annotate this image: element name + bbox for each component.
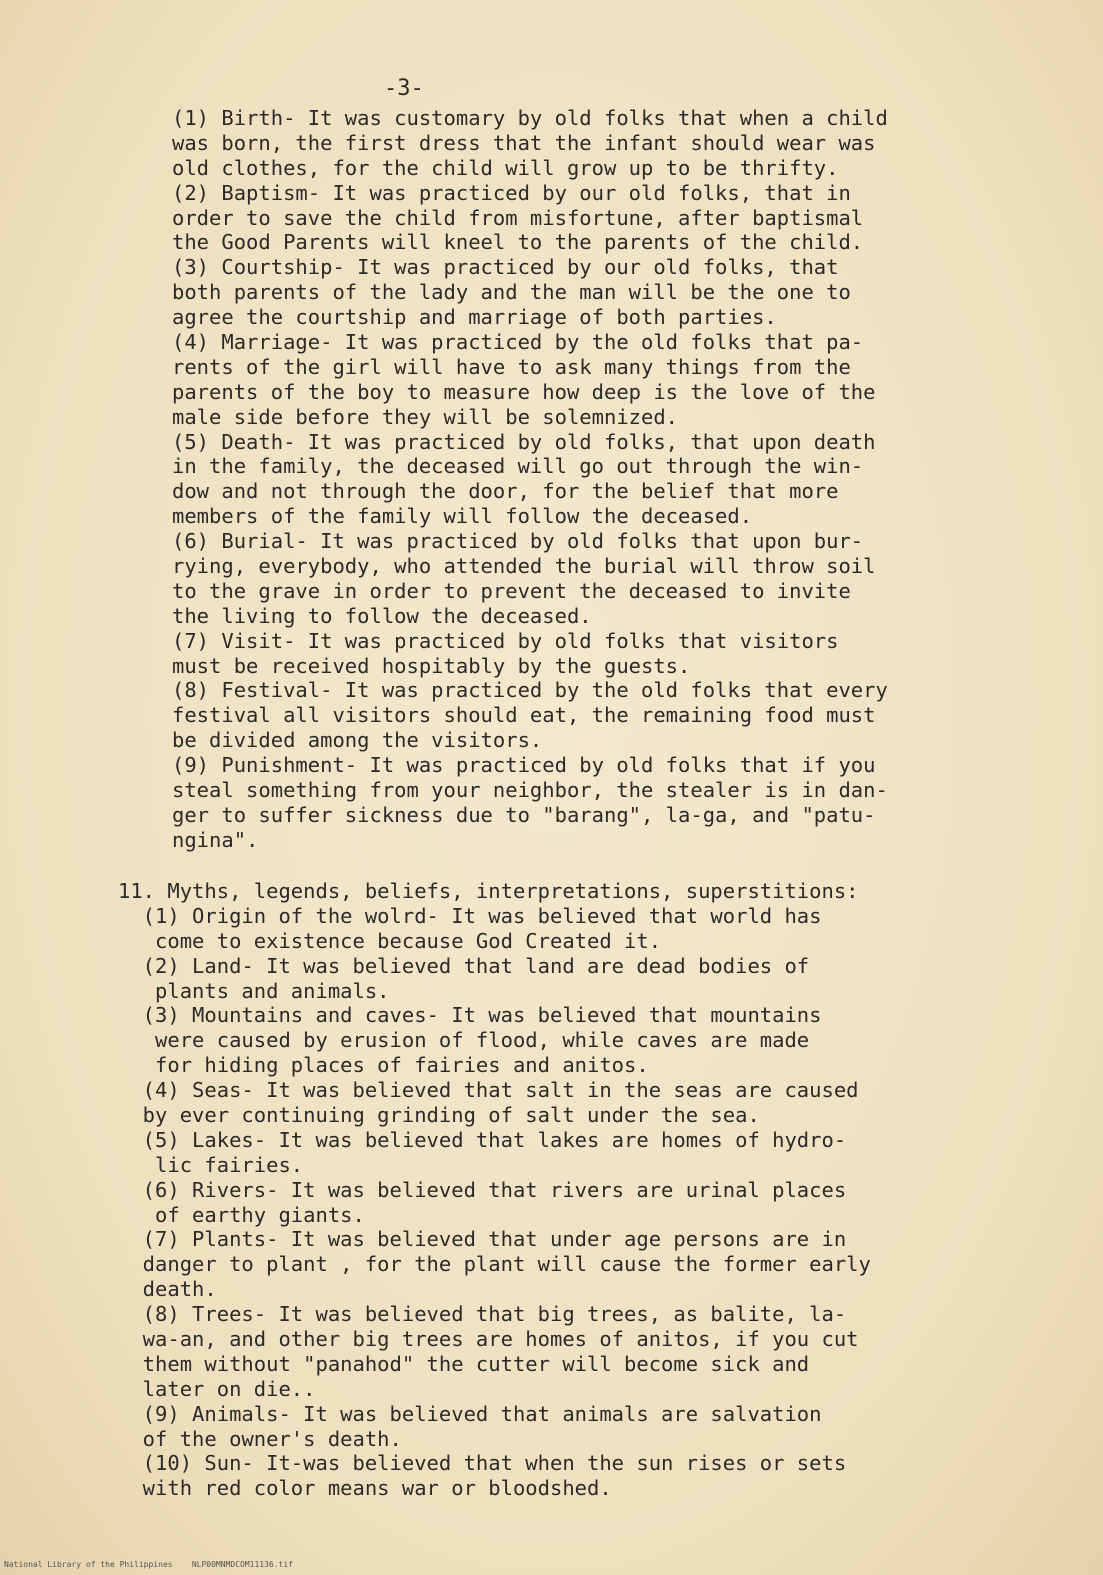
text-line: (3) Courtship- It was practiced by our old folks, that [172,255,839,280]
text-line: lic fairies. [118,1152,304,1177]
text-line: of the owner's death. [118,1426,402,1451]
text-line: rents of the girl will have to ask many things from the [172,354,851,379]
text-line: (5) Death- It was practiced by old folks, that upon death [172,429,876,454]
text-line: agree the courtship and marriage of both parties. [172,305,777,330]
text-line: members of the family will follow the deceased. [172,504,753,529]
text-line: with red color means war or bloodshed. [118,1476,612,1501]
archive-footer: National Library of the Philippines NLP00MNMDCOM11136.tif [4,1560,293,1569]
text-line: them without "panahod" the cutter will become sick and [118,1351,810,1376]
text-line: (8) Festival- It was practiced by the old folks that every [172,678,888,703]
text-line: festival all visitors should eat, the remaining food must [172,703,876,728]
text-line: of earthy giants. [118,1202,365,1227]
text-line: in the family, the deceased will go out through the win- [172,454,864,479]
text-line: (2) Land- It was believed that land are dead bodies of [118,953,810,978]
text-line: was born, the first dress that the infant should wear was [172,130,876,155]
text-line: ngina". [172,827,259,852]
text-line: ger to suffer sickness due to "barang", la-ga, and "patu- [172,802,876,827]
text-line: (7) Visit- It was practiced by old folks that visitors [172,628,839,653]
text-line: were caused by erusion of flood, while caves are made [118,1028,810,1053]
text-line: be divided among the visitors. [172,728,543,753]
text-line: (1) Birth- It was customary by old folks that when a child [172,106,888,130]
text-line: to the grave in order to prevent the deceased to invite [172,578,851,603]
text-line: (5) Lakes- It was believed that lakes are homes of hydro- [118,1127,847,1152]
text-line: come to existence because God Created it. [118,928,662,953]
text-line: the Good Parents will kneel to the parents of the child. [172,230,864,255]
text-line: (3) Mountains and caves- It was believed that mountains [118,1003,822,1028]
text-line: for hiding places of fairies and anitos. [118,1053,649,1078]
text-line: both parents of the lady and the man will be the one to [172,280,851,305]
text-line: steal something from your neighbor, the stealer is in dan- [172,778,888,803]
text-line: (9) Punishment- It was practiced by old folks that if you [172,753,876,778]
text-line: (9) Animals- It was believed that animals are salvation [118,1401,822,1426]
text-line: wa-an, and other big trees are homes of anitos, if you cut [118,1327,859,1352]
text-line: order to save the child from misfortune, after baptismal [172,205,864,230]
text-line: 11. Myths, legends, beliefs, interpretations, superstitions: [118,879,859,903]
text-line: plants and animals. [118,978,390,1003]
text-line: (2) Baptism- It was practiced by our old folks, that in [172,180,851,205]
text-line: (4) Seas- It was believed that salt in the seas are caused [118,1078,859,1103]
text-line: (7) Plants- It was believed that under age persons are in [118,1227,847,1252]
section-myths [118,879,1048,1501]
text-line: dow and not through the door, for the belief that more [172,479,839,504]
text-line: male side before they will be solemnized. [172,404,679,429]
text-line: danger to plant , for the plant will cause the former early [118,1252,871,1277]
text-line: parents of the boy to measure how deep is the love of the [172,379,876,404]
text-line: rying, everybody, who attended the burial will throw soil [172,554,876,579]
text-line: (8) Trees- It was believed that big trees, as balite, la- [118,1302,847,1327]
text-line: must be received hospitably by the guests. [172,653,691,678]
text-line: old clothes, for the child will grow up to be thrifty. [172,155,839,180]
text-line: by ever continuing grinding of salt under the sea. [118,1103,760,1128]
text-line: later on die.. [118,1376,316,1401]
text-line: (4) Marriage- It was practiced by the old folks that pa- [172,330,864,355]
text-line: death. [118,1277,217,1302]
text-line: (1) Origin of the wolrd- It was believed that world has [118,903,822,928]
text-line: (6) Burial- It was practiced by old folks that upon bur- [172,529,864,554]
text-line: (6) Rivers- It was believed that rivers are urinal places [118,1177,847,1202]
section-customs [172,106,1052,853]
page-number: -3- [384,76,424,101]
text-line: the living to follow the deceased. [172,603,592,628]
text-line: (10) Sun- It-was believed that when the sun rises or sets [118,1451,847,1476]
